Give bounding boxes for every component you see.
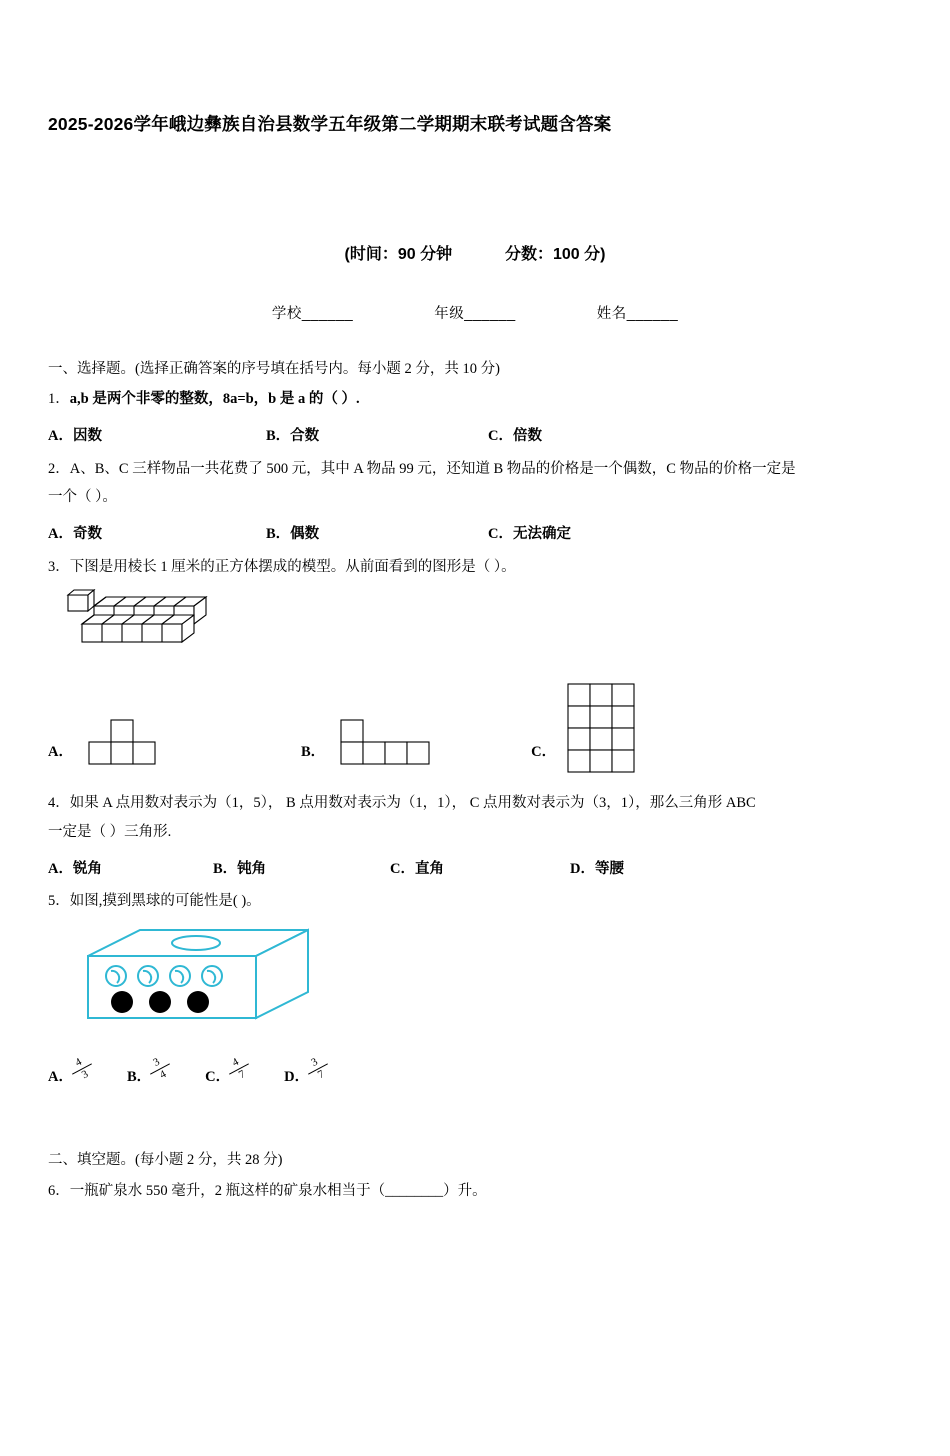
question-1-option-b[interactable]: B．合数 (266, 428, 320, 445)
page-title: 2025-2026学年峨边彝族自治县数学五年级第二学期期末联考试题含答案 (48, 114, 612, 134)
question-5-option-c-label[interactable]: C． (205, 1068, 231, 1085)
question-2-option-a[interactable]: A．奇数 (48, 526, 102, 543)
question-5 (48, 887, 902, 915)
fraction-denominator: 7 (315, 1067, 327, 1081)
question-1-options (48, 423, 902, 451)
question-5-option-d-label[interactable]: D． (284, 1068, 310, 1085)
question-1-option-c[interactable]: C．倍数 (488, 428, 542, 445)
question-3-option-a-label[interactable]: A． (48, 744, 73, 761)
question-4-option-a[interactable]: A．锐角 (48, 860, 102, 877)
fraction-denominator: 7 (236, 1067, 248, 1081)
question-3-option-b-label[interactable]: B． (300, 744, 326, 761)
question-2 (48, 455, 902, 483)
section-heading-1: 一、选择题。(选择正确答案的序号填在括号内。每小题 2 分，共 10 分) (48, 360, 500, 377)
fraction-numerator: 4 (66, 1052, 92, 1074)
field-name-blank[interactable]: ______ (626, 305, 679, 322)
field-grade-blank[interactable]: ______ (464, 305, 516, 322)
question-5-option-b-label[interactable]: B． (126, 1068, 152, 1085)
question-2-text-line2: 一个（ ）。 (48, 489, 117, 506)
question-5-text: 如图,摸到黑球的可能性是( )。 (69, 893, 261, 910)
question-6 (48, 1177, 902, 1205)
field-school-blank[interactable]: ______ (301, 305, 354, 322)
question-6-number: 6． (48, 1182, 70, 1199)
exam-time-label: (时间：90 分钟 (344, 245, 453, 263)
student-fields (48, 302, 902, 323)
question-4-option-d[interactable]: D．等腰 (570, 860, 624, 877)
question-4 (48, 789, 902, 817)
question-2-option-b[interactable]: B．偶数 (266, 526, 320, 543)
question-3-option-c-figure[interactable] (564, 680, 664, 785)
question-3-option-c-label[interactable]: C． (531, 744, 557, 761)
question-5-number: 5． (48, 893, 70, 910)
question-3-option-b-figure[interactable] (333, 704, 453, 785)
question-5-options (48, 1054, 902, 1086)
question-3 (48, 553, 902, 581)
question-4-text: 如果 A 点用数对表示为（1，5）， B 点用数对表示为（1，1）， C 点用数对表示为（3，1），那么三角形 ABC (69, 795, 756, 812)
question-1-text: a,b 是两个非零的整数，8a=b，b 是 a 的（ ）. (69, 391, 360, 408)
fraction-denominator: 4 (157, 1067, 169, 1081)
question-6-text: 一瓶矿泉水 550 毫升，2 瓶这样的矿泉水相当于（________）升。 (69, 1182, 487, 1199)
field-name-label: 姓名 (596, 305, 627, 322)
cube-model-figure (58, 589, 902, 661)
question-4-number: 4． (48, 795, 70, 812)
question-1 (48, 385, 902, 413)
question-3-number: 3． (48, 559, 70, 576)
question-1-option-a[interactable]: A．因数 (48, 428, 102, 445)
exam-page (0, 112, 950, 1456)
field-school-label: 学校 (271, 305, 302, 322)
question-1-number: 1． (48, 391, 70, 408)
fraction-numerator: 3 (302, 1052, 328, 1074)
question-2-option-c[interactable]: C．无法确定 (488, 526, 571, 543)
exam-meta (48, 241, 902, 264)
question-4-option-b[interactable]: B．钝角 (213, 860, 267, 877)
fraction-denominator: 3 (79, 1067, 91, 1081)
question-2-text: A、B、C 三样物品一共花费了 500 元，其中 A 物品 99 元，还知道 B 物品的价格是一个偶数，C 物品的价格一定是 (69, 460, 796, 477)
question-4-option-c[interactable]: C．直角 (390, 860, 444, 877)
ball-box-figure (84, 926, 902, 1044)
question-2-options (48, 521, 902, 549)
question-3-options (48, 675, 902, 785)
question-3-text: 下图是用棱长 1 厘米的正方体摆成的模型。从前面看到的图形是（ ）。 (69, 559, 516, 576)
question-4-options (48, 856, 902, 884)
question-3-option-a-figure[interactable] (81, 704, 201, 785)
fraction-numerator: 4 (223, 1052, 249, 1074)
question-4-text-line2: 一定是（ ）三角形. (48, 823, 172, 840)
section-heading-2: 二、填空题。(每小题 2 分，共 28 分) (48, 1151, 283, 1168)
fraction-numerator: 3 (144, 1052, 170, 1074)
field-grade-label: 年级 (434, 305, 465, 322)
question-2-number: 2． (48, 460, 70, 477)
question-5-option-a-label[interactable]: A． (48, 1068, 73, 1085)
exam-score-label: 分数：100 分) (505, 245, 606, 263)
